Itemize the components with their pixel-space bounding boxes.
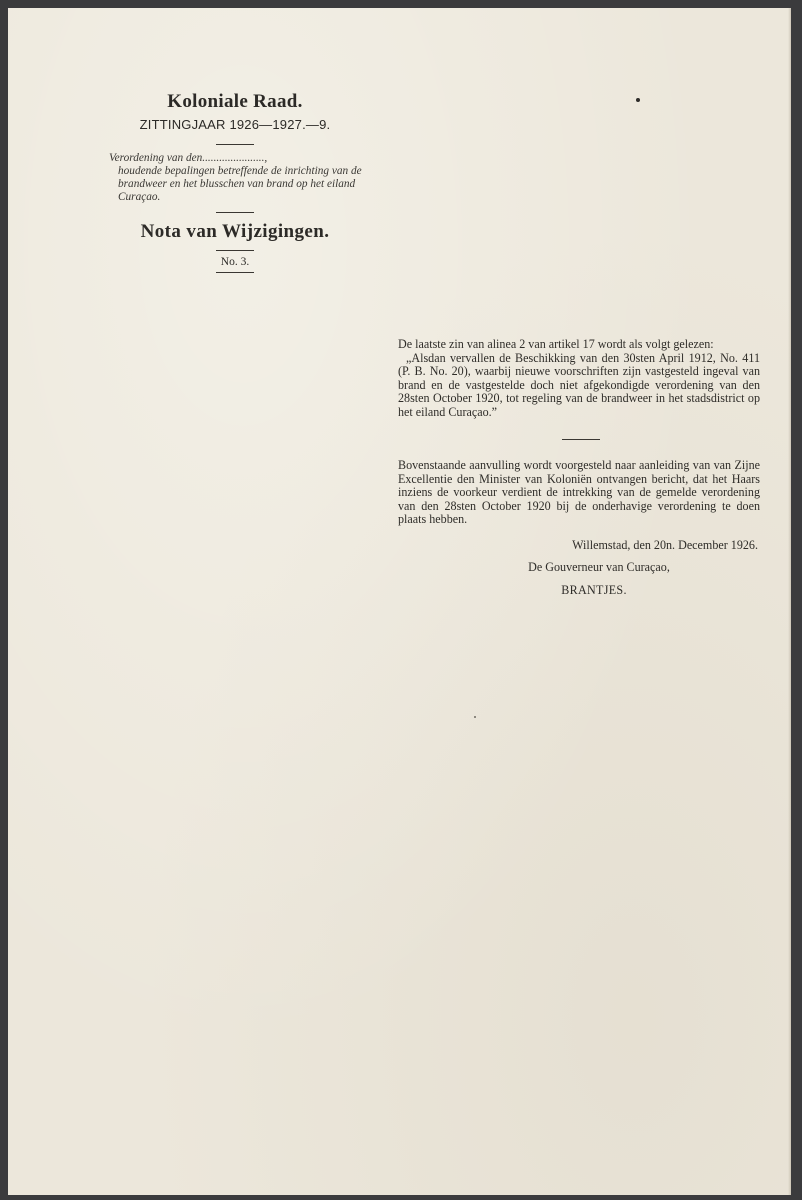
ordinance-description bbox=[100, 152, 370, 204]
ink-speck-small bbox=[474, 716, 476, 718]
explanation-paragraph: Bovenstaande aanvulling wordt voorgesteld naar aanleiding van van Zijne Excellentie den Minister van Koloniën ontvangen bericht, dat het Haars inziens de voorkeur verdient de intrekking van de gemelde verordening van den 28sten October 1920 bij de onderhavige verordening te doen plaats hebben. bbox=[398, 458, 760, 526]
header-divider bbox=[216, 250, 254, 251]
amendment-intro: De laatste zin van alinea 2 van artikel 17 wordt als volgt gelezen: bbox=[398, 337, 714, 351]
nota-title: Nota van Wijzigingen. bbox=[140, 221, 330, 242]
document-body bbox=[398, 338, 760, 597]
document-number: No. 3. bbox=[220, 256, 250, 268]
place-date: Willemstad, den 20n. December 1926. bbox=[572, 537, 758, 552]
session-year: ZITTINGJAAR 1926—1927.—9. bbox=[139, 117, 331, 132]
amendment-quote: „Alsdan vervallen de Beschikking van den 30sten April 1912, No. 411 (P. B. No. 20), waarbij nieuwe voorschriften zijn vastgesteld ingeval van brand en de vastgestelde doch niet afgekondigde verordening van den 28sten October 1920, tot regeling van de brandweer in het stadsdistrict op het eiland Curaçao.” bbox=[398, 350, 760, 419]
ordinance-subject: houdende bepalingen betreffende de inrichting van de brandweer en het blusschen van brand op het eiland Curaçao. bbox=[118, 165, 362, 203]
body-divider bbox=[562, 439, 600, 440]
header-divider bbox=[216, 212, 254, 213]
ordinance-title-line: Verordening van den......................, bbox=[109, 152, 268, 164]
page-edge-shadow bbox=[788, 8, 791, 1195]
header-divider bbox=[216, 272, 254, 273]
signatory-role: De Gouverneur van Curaçao, bbox=[528, 560, 670, 574]
document-header bbox=[100, 90, 370, 273]
ink-speck bbox=[636, 98, 640, 102]
signatory-name: BRANTJES. bbox=[561, 582, 627, 597]
council-title: Koloniale Raad. bbox=[167, 91, 303, 112]
header-divider bbox=[216, 144, 254, 145]
